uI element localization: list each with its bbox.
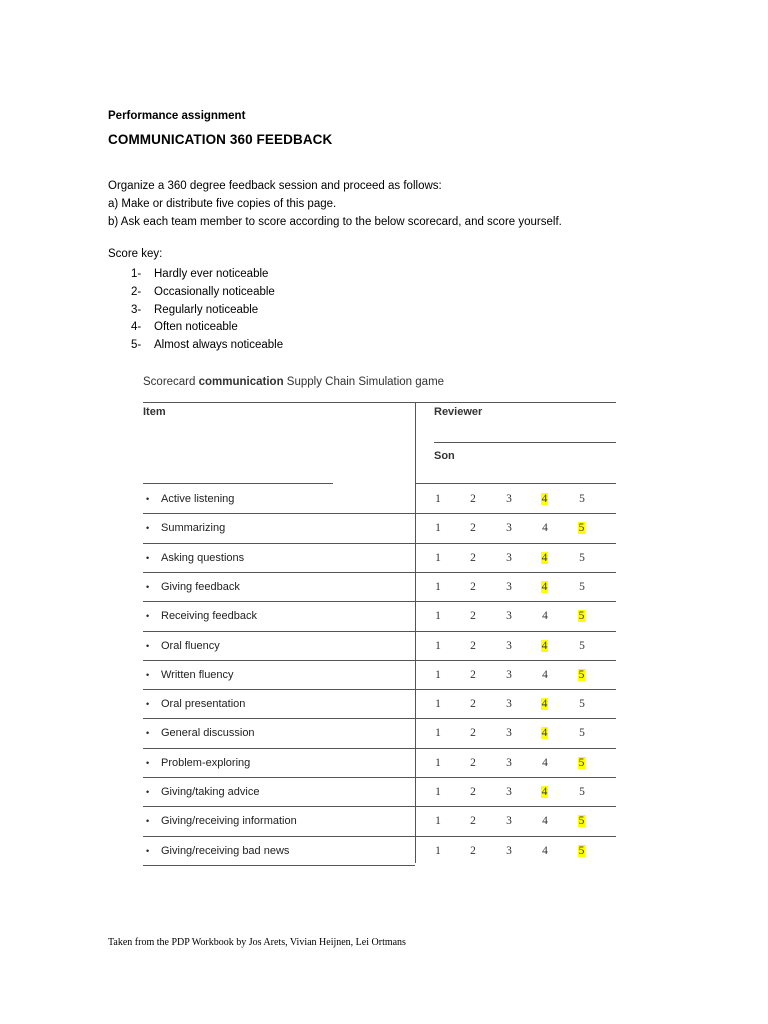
score-option-selected[interactable]: 4 — [541, 727, 548, 740]
row-divider — [143, 777, 616, 778]
score-option[interactable]: 3 — [506, 727, 512, 740]
item-text: Active listening — [161, 493, 235, 505]
score-option-selected[interactable]: 4 — [541, 786, 548, 798]
score-option-selected[interactable]: 4 — [541, 493, 548, 505]
scorecard-title-bold: communication — [198, 376, 284, 388]
item-text: Giving feedback — [161, 580, 240, 593]
score-option[interactable]: 1 — [435, 610, 441, 623]
score-option[interactable]: 2 — [470, 610, 476, 623]
score-option[interactable]: 1 — [435, 815, 441, 828]
score-key-item — [131, 266, 283, 284]
scorecard-item-label — [146, 786, 259, 798]
bullet-icon: • — [146, 669, 150, 680]
bullet-icon: • — [146, 640, 150, 651]
score-option[interactable]: 1 — [435, 522, 441, 535]
scorecard-item-label — [146, 552, 244, 564]
score-key-text: Occasionally noticeable — [154, 285, 275, 298]
scorecard-item-label — [146, 581, 240, 593]
score-option-selected[interactable]: 5 — [578, 610, 585, 623]
table-column-divider — [415, 402, 416, 863]
score-option[interactable]: 3 — [506, 580, 512, 593]
score-option[interactable]: 4 — [542, 844, 548, 857]
item-text: Problem-exploring — [161, 756, 251, 769]
intro-line: Organize a 360 degree feedback session and proceed as follows: — [108, 180, 442, 192]
scorecard-title — [143, 376, 444, 388]
score-key-label: Score key: — [108, 248, 163, 260]
score-option[interactable]: 5 — [579, 493, 585, 505]
row-divider — [143, 631, 616, 632]
score-option[interactable]: 2 — [470, 551, 476, 564]
score-option[interactable]: 2 — [470, 727, 476, 740]
score-option[interactable]: 1 — [435, 551, 441, 564]
bullet-icon: • — [146, 787, 150, 797]
score-option[interactable]: 4 — [542, 522, 548, 535]
score-option[interactable]: 4 — [542, 610, 548, 623]
score-option[interactable]: 3 — [506, 786, 512, 798]
score-option[interactable]: 2 — [470, 668, 476, 681]
bullet-icon: • — [146, 523, 150, 534]
score-option[interactable]: 1 — [435, 756, 441, 769]
item-text: Oral fluency — [161, 639, 220, 652]
score-option[interactable]: 1 — [435, 698, 441, 711]
score-key-number: 5- — [131, 339, 142, 352]
score-option[interactable]: 1 — [435, 786, 441, 798]
score-option-selected[interactable]: 4 — [541, 698, 548, 711]
score-option[interactable]: 2 — [470, 580, 476, 593]
score-option[interactable]: 3 — [506, 844, 512, 857]
row-divider — [143, 513, 616, 514]
scorecard-item-label — [146, 727, 255, 739]
score-key-text: Regularly noticeable — [154, 303, 259, 316]
score-key-item — [131, 284, 283, 302]
bullet-icon: • — [146, 552, 150, 563]
scorecard-item-label — [146, 815, 297, 827]
scorecard-item-label — [146, 845, 289, 857]
score-option[interactable]: 3 — [506, 639, 512, 652]
score-option[interactable]: 5 — [579, 551, 585, 564]
score-key-number: 1- — [131, 268, 142, 280]
reviewer-column-header: Reviewer — [434, 406, 483, 418]
scorecard-title-suffix: Supply Chain Simulation game — [283, 376, 445, 388]
bullet-icon: • — [146, 757, 150, 768]
score-option[interactable]: 3 — [506, 698, 512, 711]
score-key-item — [131, 302, 283, 320]
score-key-item — [131, 319, 283, 337]
bullet-icon: • — [146, 611, 150, 622]
scorecard-item-label — [146, 493, 234, 505]
score-option[interactable]: 2 — [470, 786, 476, 798]
score-option[interactable]: 3 — [506, 610, 512, 623]
reviewer-name-line — [434, 442, 616, 443]
score-option-selected[interactable]: 5 — [578, 844, 585, 857]
score-option[interactable]: 2 — [470, 844, 476, 857]
score-key-item — [131, 337, 283, 355]
score-option[interactable]: 2 — [470, 698, 476, 711]
score-option-selected[interactable]: 5 — [578, 668, 585, 681]
intro-text — [108, 178, 562, 231]
scorecard-title-prefix: Scorecard — [143, 376, 199, 388]
scorecard-item-label — [146, 640, 220, 652]
item-text: Asking questions — [161, 551, 245, 564]
scorecard-item-label — [146, 698, 245, 710]
score-key-number: 2- — [131, 285, 142, 298]
score-option[interactable]: 4 — [542, 756, 548, 769]
row-divider — [143, 601, 616, 602]
score-option[interactable]: 2 — [470, 522, 476, 535]
score-option-selected[interactable]: 4 — [541, 580, 548, 593]
bullet-icon: • — [146, 728, 150, 739]
row-divider — [143, 865, 415, 866]
score-option-selected[interactable]: 4 — [541, 639, 548, 652]
score-option[interactable]: 1 — [435, 639, 441, 652]
bullet-icon: • — [146, 845, 150, 856]
item-text: General discussion — [161, 727, 255, 740]
score-option[interactable]: 5 — [579, 639, 585, 652]
score-key-list — [131, 266, 283, 355]
score-option[interactable]: 2 — [470, 639, 476, 652]
scorecard-item-label — [146, 610, 257, 622]
reviewer-header-underline — [415, 483, 616, 484]
bullet-icon: • — [146, 494, 150, 504]
item-text: Giving/receiving information — [161, 815, 297, 828]
row-divider — [143, 543, 616, 544]
score-option[interactable]: 4 — [542, 815, 548, 828]
row-divider — [143, 660, 616, 661]
score-option[interactable]: 5 — [579, 698, 585, 711]
intro-line: a) Make or distribute five copies of this page. — [108, 197, 337, 210]
item-text: Giving/taking advice — [161, 786, 260, 798]
score-option[interactable]: 3 — [506, 551, 512, 564]
item-header-underline — [143, 483, 333, 484]
score-option[interactable]: 5 — [579, 727, 585, 740]
score-option[interactable]: 5 — [579, 786, 585, 798]
score-key-number: 4- — [131, 321, 142, 334]
score-option[interactable]: 1 — [435, 580, 441, 593]
score-key-number: 3- — [131, 303, 142, 316]
score-option-selected[interactable]: 5 — [578, 756, 585, 769]
score-option[interactable]: 3 — [506, 493, 512, 505]
page-title: COMMUNICATION 360 FEEDBACK — [108, 132, 333, 147]
score-key-text: Almost always noticeable — [154, 339, 284, 352]
score-option[interactable]: 2 — [470, 815, 476, 828]
item-column-header: Item — [143, 406, 166, 418]
score-option[interactable]: 2 — [470, 756, 476, 769]
score-option[interactable]: 2 — [470, 493, 476, 505]
item-text: Oral presentation — [161, 698, 246, 711]
scorecard-item-label — [146, 757, 250, 769]
item-text: Receiving feedback — [161, 610, 258, 623]
score-option-selected[interactable]: 5 — [578, 815, 585, 828]
row-divider — [143, 748, 616, 749]
score-option[interactable]: 3 — [506, 668, 512, 681]
row-divider — [143, 718, 616, 719]
intro-line: b) Ask each team member to score according to the below scorecard, and score yourself. — [108, 215, 562, 228]
scorecard-item-label — [146, 522, 225, 534]
table-top-border — [143, 402, 616, 403]
score-option[interactable]: 4 — [542, 668, 548, 681]
assignment-subtitle: Performance assignment — [108, 110, 246, 122]
score-option[interactable]: 3 — [506, 815, 512, 828]
score-option[interactable]: 3 — [506, 522, 512, 535]
scorecard-item-label — [146, 669, 234, 681]
reviewer-name: Son — [434, 450, 455, 462]
item-text: Written fluency — [161, 668, 234, 681]
bullet-icon: • — [146, 581, 150, 592]
item-text: Summarizing — [161, 522, 226, 535]
score-option[interactable]: 1 — [435, 727, 441, 740]
bullet-icon: • — [146, 816, 150, 827]
score-option[interactable]: 1 — [435, 844, 441, 857]
score-option[interactable]: 1 — [435, 668, 441, 681]
bullet-icon: • — [146, 699, 150, 710]
footer-citation: Taken from the PDP Workbook by Jos Arets, Vivian Heijnen, Lei Ortmans — [108, 937, 406, 948]
score-option-selected[interactable]: 5 — [578, 522, 585, 535]
row-divider — [143, 836, 616, 837]
score-option-selected[interactable]: 4 — [541, 551, 548, 564]
score-option[interactable]: 5 — [579, 580, 585, 593]
row-divider — [143, 572, 616, 573]
score-key-text: Often noticeable — [154, 321, 238, 334]
score-option[interactable]: 1 — [435, 493, 441, 505]
row-divider — [143, 689, 616, 690]
score-option[interactable]: 3 — [506, 756, 512, 769]
item-text: Giving/receiving bad news — [161, 844, 290, 857]
score-key-text: Hardly ever noticeable — [154, 268, 269, 280]
row-divider — [143, 806, 616, 807]
